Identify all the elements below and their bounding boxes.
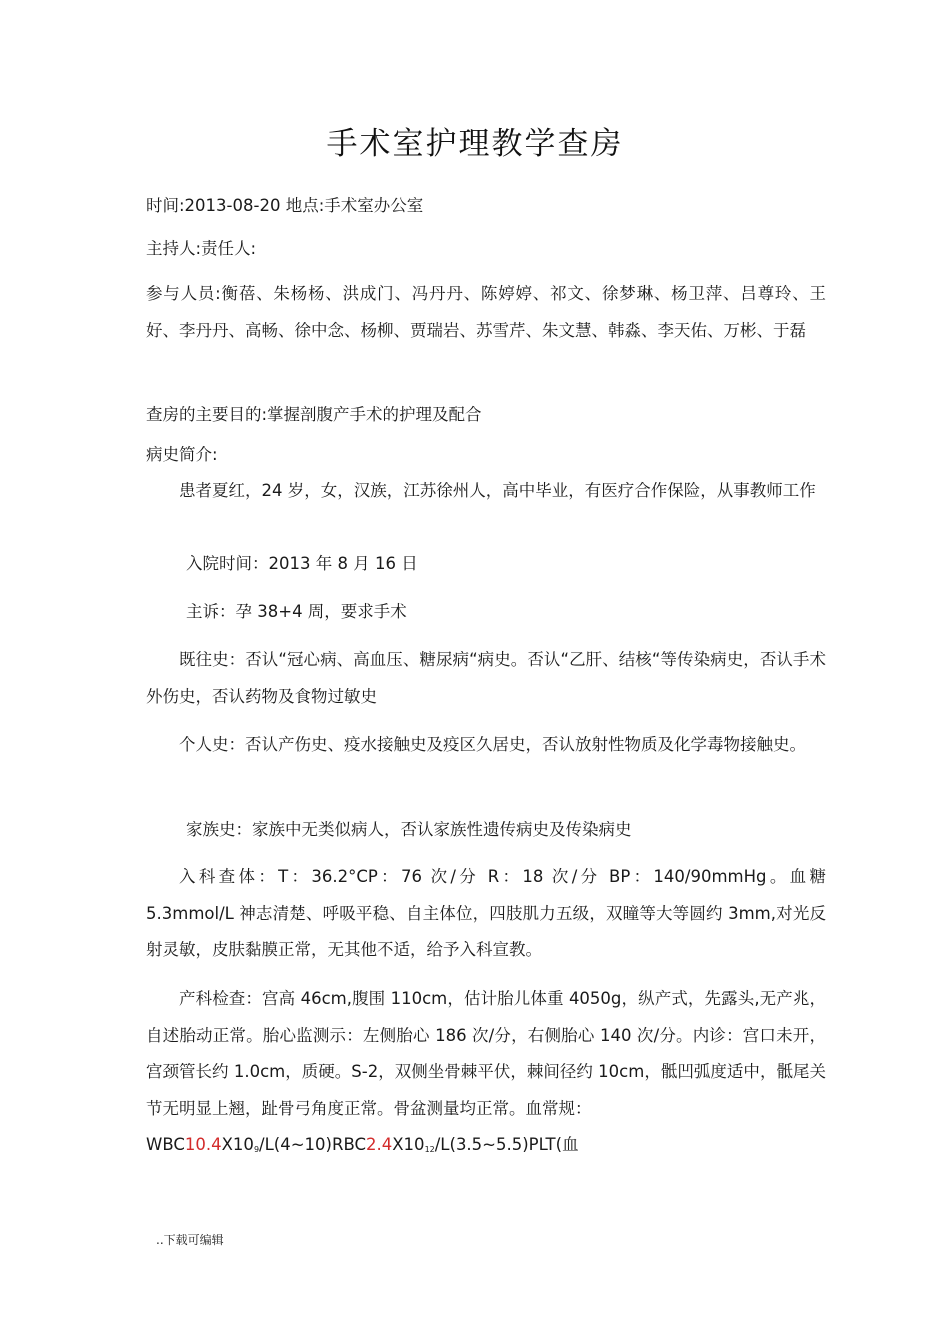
obstetric-exam-paragraph: 产科检查：宫高 46cm,腹围 110cm，估计胎儿体重 4050g，纵产式，先露头,无产兆，自述胎动正常。胎心监测示：左侧胎心 186 次/分，右侧胎心 140 次/分。内诊：宫口未开，宫颈管长约 1.0cm，质硬。S-2，双侧坐骨棘平伏，棘间径约 10cm，骶凹弧度适中，骶尾关节无明显上翘，趾骨弓角度正常。骨盆测量均正常。血常规： [146,989,826,1118]
history-heading: 病史简介: [146,445,218,464]
time-place-line: 时间:2013-08-20 地点:手术室办公室 [146,196,424,215]
rbc-unit-exponent: 12 [424,1145,435,1154]
blood-routine-line [146,1127,826,1168]
admission-exam-paragraph: 入科查体：T：36.2°CP：76 次/分 R：18 次/分 BP：140/90mmHg。血糖 5.3mmol/L 神志清楚、呼吸平稳、自主体位，四肢肌力五级，双瞳等大等圆约 3mm,对光反射灵敏，皮肤黏膜正常，无其他不适，给予入科宣教。 [146,867,826,959]
host-line: 主持人:责任人: [146,239,257,258]
wbc-unit-exponent: 9 [253,1145,260,1154]
participants-line: 参与人员:衡蓓、朱杨杨、洪成门、冯丹丹、陈婷婷、祁文、徐梦琳、杨卫萍、吕尊玲、王好、李丹丹、高畅、徐中念、杨柳、贾瑞岩、苏雪芹、朱文慧、韩淼、李天佑、万彬、于磊 [146,284,826,340]
rbc-unit-prefix: X10 [392,1135,425,1154]
personal-history-paragraph: 个人史：否认产伤史、疫水接触史及疫区久居史，否认放射性物质及化学毒物接触史。 [179,735,806,754]
family-history-line: 家族史：家族中无类似病人，否认家族性遗传病史及传染病史 [186,820,632,839]
wbc-unit-suffix: /L(4~10)RBC [259,1135,366,1154]
rbc-unit-suffix: /L(3.5~5.5)PLT(血 [434,1135,579,1154]
past-history-paragraph: 既往史：否认“冠心病、高血压、糖尿病“病史。否认“乙肝、结核“等传染病史，否认手术外伤史，否认药物及食物过敏史 [146,650,826,706]
purpose-line: 查房的主要目的:掌握剖腹产手术的护理及配合 [146,405,482,424]
footer-note: ..下载可编辑 [156,1233,224,1247]
admission-line: 入院时间：2013 年 8 月 16 日 [186,554,418,573]
wbc-value: 10.4 [184,1135,222,1154]
wbc-unit-prefix: X10 [221,1135,254,1154]
wbc-label: WBC [146,1135,185,1154]
page-title: 手术室护理教学查房 [326,126,624,162]
rbc-value: 2.4 [366,1135,393,1154]
patient-info-paragraph: 患者夏红，24 岁，女，汉族，江苏徐州人，高中毕业，有医疗合作保险，从事教师工作 [179,481,816,500]
complaint-line: 主诉：孕 38+4 周，要求手术 [186,602,407,621]
